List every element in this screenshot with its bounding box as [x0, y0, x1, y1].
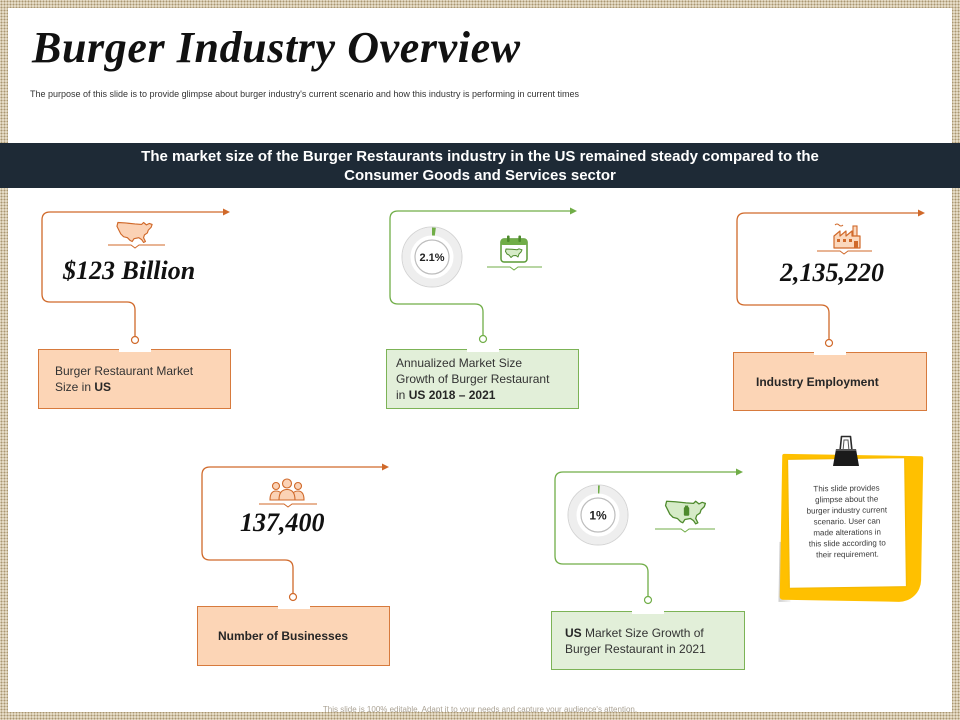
- box-line: [55, 379, 230, 395]
- connector-node-employment: [826, 340, 833, 347]
- calendar-map-icon: [499, 234, 529, 264]
- banner-line-2: Consumer Goods and Services sector: [344, 167, 616, 184]
- usa-map-icon: [116, 219, 154, 245]
- icon-underline-market-size: [108, 245, 165, 248]
- banner-line-1: The market size of the Burger Restaurants industry in the US remained steady compared to the: [141, 148, 819, 165]
- drink-cup-icon: [684, 507, 689, 516]
- note-line: this slide according to: [808, 538, 886, 549]
- usa-map-icon: [664, 498, 708, 526]
- note-line: made alterations in: [813, 527, 881, 538]
- slide-subtitle: The purpose of this slide is to provide glimpse about burger industry's current scenario and how this industry is performing in current times: [30, 89, 579, 99]
- employment-label-box: [733, 352, 927, 411]
- note-line: their requirement.: [816, 549, 879, 560]
- donut-percent-label: 2.1%: [419, 252, 445, 264]
- box-line: [565, 625, 744, 641]
- connector-node-growth-2021: [645, 597, 652, 604]
- connector-node-market-size: [132, 337, 139, 344]
- note-line: This slide provides: [813, 483, 880, 494]
- box-line: Burger Restaurant in 2021: [565, 641, 706, 656]
- market-size-label-box: [38, 349, 231, 409]
- slide-footer: This slide is 100% editable. Adapt it to your needs and capture your audience's attention.: [322, 705, 638, 714]
- binder-clip-icon: [832, 435, 860, 467]
- box-line: Industry Employment: [756, 374, 879, 389]
- businesses-label-box: [197, 606, 390, 666]
- connector-node-businesses: [290, 594, 297, 601]
- people-group-icon: [268, 476, 306, 502]
- box-line: Burger Restaurant Market: [55, 364, 194, 378]
- note-line: glimpse about the: [815, 494, 879, 505]
- employment-value: 2,135,220: [780, 258, 884, 287]
- growth-2018-2021-donut: [401, 226, 463, 288]
- box-line: [396, 387, 578, 403]
- box-notch: [467, 348, 499, 352]
- box-notch: [632, 610, 664, 614]
- box-line: Annualized Market Size: [396, 356, 523, 370]
- donut-percent-label: 1%: [589, 508, 607, 523]
- icon-underline-growth-2021: [655, 529, 715, 532]
- growth-2018-2021-label-box: [386, 349, 579, 409]
- box-text: Size in: [55, 380, 95, 394]
- box-text-bold: US: [565, 625, 582, 640]
- slide-title: Burger Industry Overview: [32, 23, 521, 72]
- box-line: Growth of Burger Restaurant: [396, 372, 550, 386]
- box-text: in: [396, 388, 409, 402]
- note-paper: [788, 458, 906, 588]
- note-line: scenario. User can: [813, 516, 881, 527]
- sticky-note: [778, 452, 924, 604]
- businesses-value: 137,400: [240, 508, 325, 537]
- box-notch: [814, 351, 846, 355]
- box-text: Market Size Growth of: [581, 625, 704, 640]
- connector-node-growth-2018-2021: [480, 336, 487, 343]
- box-notch: [278, 605, 310, 609]
- icon-underline-growth-2018-2021: [487, 267, 542, 270]
- factory-icon: [832, 222, 862, 249]
- icon-underline-employment: [817, 251, 872, 254]
- box-text-bold: US: [94, 380, 112, 394]
- box-notch: [119, 348, 151, 352]
- growth-2021-label-box: [551, 611, 745, 670]
- box-line: Number of Businesses: [218, 629, 349, 643]
- market-size-value: $123 Billion: [63, 256, 196, 285]
- box-text-bold: US 2018 – 2021: [408, 388, 496, 402]
- icon-underline-businesses: [259, 504, 317, 507]
- note-line: burger industry current: [806, 505, 888, 516]
- growth-2021-donut: [567, 484, 629, 546]
